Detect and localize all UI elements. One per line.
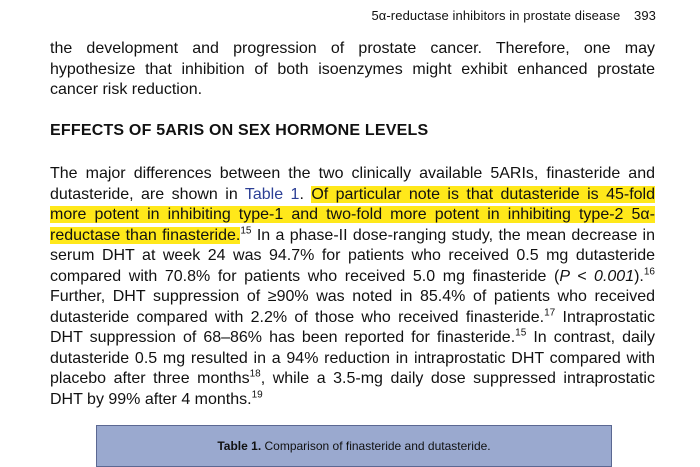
body-sentence-4: Intraprostatic DHT suppression of 68–86% has been reported for finasteride. <box>50 308 656 346</box>
body-sentence-1: The major differences between the two clinically available 5ARIs, finasteride and dutasteride, are shown in <box>50 165 655 203</box>
body-sentence-6: , while a 3.5-mg daily dose suppressed intraprostatic DHT by 99% after 4 months. <box>50 370 655 408</box>
p-value: P < 0.001 <box>559 267 635 285</box>
citation-15b[interactable]: 15 <box>515 327 527 339</box>
running-header <box>371 8 656 23</box>
table-1-link[interactable]: Table 1 <box>244 185 300 203</box>
body-sentence-2-end: ). <box>634 267 644 285</box>
table-caption <box>97 439 611 453</box>
table-caption-text: Comparison of finasteride and dutasteride. <box>261 439 491 453</box>
citation-16[interactable]: 16 <box>643 266 655 278</box>
running-title: 5α-reductase inhibitors in prostate disease <box>371 8 621 23</box>
body-sentence-3: Further, DHT suppression of ≥90% was noted in 85.4% of patients who received dutasteride compared with 2.2% of those who received finasteride. <box>50 288 655 326</box>
body-sentence-1-end: . <box>299 185 312 203</box>
highlighted-sentence: Of particular note is that dutasteride is 45-fold more potent in inhibiting type-1 and two-fold more potent in inhibiting type-2 5α-reductase than finasteride. <box>50 185 656 244</box>
citation-19[interactable]: 19 <box>251 389 263 401</box>
table-1-header <box>96 425 612 467</box>
body-sentence-2: In a phase-II dose-ranging study, the mean decrease in serum DHT at week 24 was 94.7% for patients who received 0.5 mg dutasteride compared with 70.8% for patients who received 5.0 mg finasteride ( <box>50 226 656 285</box>
section-heading: EFFECTS OF 5ARIS ON SEX HORMONE LEVELS <box>50 122 429 139</box>
body-paragraph <box>50 164 655 410</box>
body-sentence-5: In contrast, daily dutasteride 0.5 mg resulted in a 94% reduction in intraprostatic DHT compared with placebo after three months <box>50 329 655 387</box>
page-number: 393 <box>634 8 656 23</box>
citation-17[interactable]: 17 <box>544 307 556 319</box>
intro-paragraph: the development and progression of prostate cancer. Therefore, one may hypothesize that inhibition of both isoenzymes might exhibit enhanced prostate cancer risk reduction. <box>50 40 655 98</box>
table-label: Table 1. <box>217 439 262 453</box>
citation-15a[interactable]: 15 <box>240 225 252 237</box>
citation-18[interactable]: 18 <box>249 368 261 380</box>
